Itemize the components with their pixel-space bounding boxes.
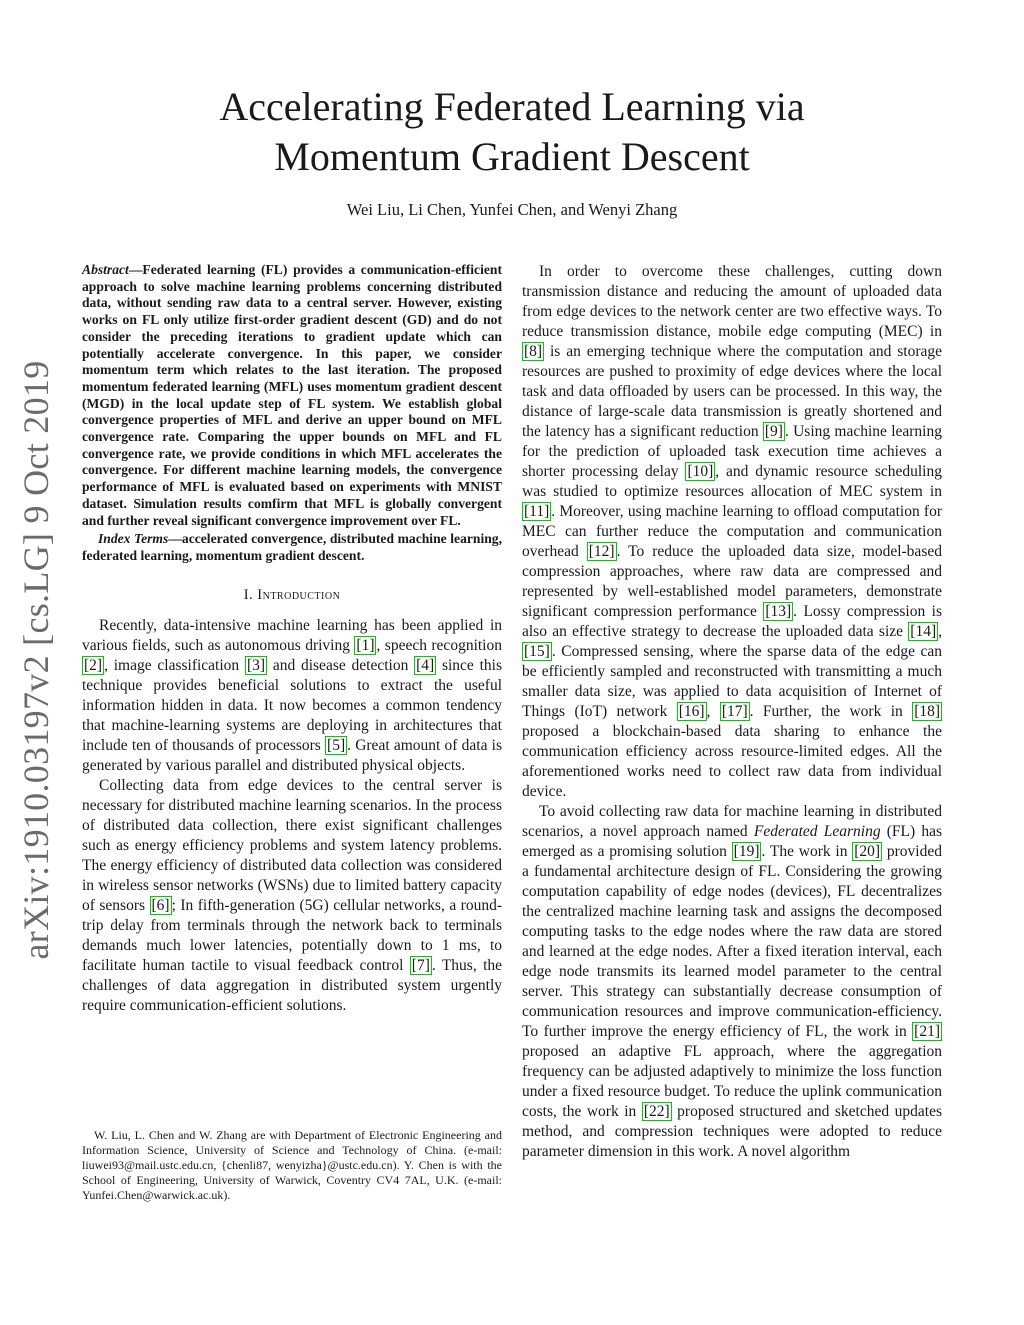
intro-paragraph-4: To avoid collecting raw data for machine learning in distributed scenarios, a novel approach named Federated Learning (FL) has emerged as a promising solution [19] . The work in [20] provided a fundamental architecture design of FL. Considering the growing computation capability of edge nodes (devices), FL decentralizes the centralized machine learning task and assigns the decomposed computing tasks to the edge nodes where the raw data are stored and learned at the edge nodes. After a fixed iteration interval, each edge node transmits its learned model parameter to the central server. This strategy can substantially decrease consumption of communication resources and improve communication-efficiency. To further improve the energy efficiency of FL, the work in [21] proposed an adaptive FL approach, where the aggregation frequency can be adjusted adaptively to minimize the loss function under a fixed resource budget. To reduce the uplink communication costs, the work in [22] proposed structured and sketched updates method, and compression techniques were adopted to reduce parameter dimension in this work. A novel algorithm [522,803,942,1160]
citation-link[interactable]: [21] [914,1023,940,1040]
intro-paragraph-1: Recently, data-intensive machine learning has been applied in various fields, such as autonomous driving [1] , speech recognition [2] , image classification [3] and disease detection [4] since this technique provides beneficial solutions to extract the useful information hidden in data. It now becomes a common tendency that machine-learning systems are deploying in architectures that include ten of thousands of processors [5] . Great amount of data is generated by various parallel and distributed physical objects. [82,616,503,774]
author-affiliation-footnote: W. Liu, L. Chen and W. Zhang are with Department of Electronic Engineering and Information Science, University of Science and Technology of China. (e-mail: liuwei93@mail.ustc.edu.cn, {chenli87, wenyizha}@ustc.edu.cn). Y. Chen is with the School of Engineering, University of Warwick, Coventry CV4 7AL, U.K. (e-mail: Yunfei.Chen@warwick.ac.uk). [82,1128,502,1202]
citation-link[interactable]: [8] [524,343,543,360]
citation-link[interactable]: [4] [416,656,435,674]
federated-learning-term: Federated Learning [753,823,881,840]
citation-link[interactable]: [22] [643,1103,670,1120]
citation-link[interactable]: [7] [411,956,430,974]
citation-link[interactable]: [20] [854,843,881,860]
citation-link[interactable]: [14] [910,623,937,640]
citation-link[interactable]: [3] [246,656,266,674]
citation-link[interactable]: [11] [524,503,550,520]
citation-link[interactable]: [16] [678,703,705,720]
abstract [82,262,502,529]
intro-paragraph-3: In order to overcome these challenges, cutting down transmission distance and reducing the amount of uploaded data from edge devices to the network center are two effective ways. To reduce transmission distance, mobile edge computing (MEC) in [8] is an emerging technique where the computation and storage resources are pushed to proximity of edge devices where the local task and data offloaded by users can be processed. In this way, the distance of large-scale data transmission is greatly shortened and the latency has a significant reduction [9] . Using machine learning for the prediction of uploaded task execution time achieves a shorter processing delay [10] , and dynamic resource scheduling was studied to optimize resources allocation of MEC system in [11] . Moreover, using machine learning to offload computation for MEC can further reduce the computation and communication overhead [12] . To reduce the uploaded data size, model-based compression approaches, where raw data are compressed and represented by well-established model parameters, demonstrate significant compression performance [13] . Lossy compression is also an effective strategy to decrease the uploaded data size [14] , [15] . Compressed sensing, where the sparse data of the edge can be efficiently sampled and reconstructed with transmitting a much smaller data size, was applied to data acquisition of Internet of Things (IoT) network [16] , [17] . Further, the work in [18] proposed a blockchain-based data sharing to enhance the communication efficiency across resource-limited edges. All the aforementioned works need to collect raw data from individual device. [522,263,942,800]
citation-link[interactable]: [15] [524,643,550,660]
citation-link[interactable]: [5] [327,736,346,754]
left-column [82,262,502,1016]
section-heading-introduction: I. Introduction [243,586,341,603]
citation-link[interactable]: [10] [687,463,714,480]
title-line-2: Momentum Gradient Descent [274,134,750,179]
intro-paragraph-2: Collecting data from edge devices to the central server is necessary for distributed machine learning scenarios. In the process of distributed data collection, there exist significant challenges such as energy efficiency problems and system latency problems. The energy efficiency of distributed data collection was considered in wireless sensor networks (WSNs) due to limited battery capacity of sensors [6] ; In fifth-generation (5G) cellular networks, a round-trip delay from terminals through the network back to terminals demands much lower latencies, potentially down to 1 ms, to facilitate human tactile to visual feedback control [7] . Thus, the challenges of data aggregation in distributed system urgently require communication-efficient solutions. [82,776,503,1014]
index-terms-label: Index Terms [98,531,169,547]
arxiv-identifier [16,360,56,960]
author-list: Wei Liu, Li Chen, Yunfei Chen, and Wenyi Zhang [346,200,678,219]
citation-link[interactable]: [1] [356,636,375,654]
citation-link[interactable]: [18] [914,703,941,720]
index-terms-text: —accelerated convergence, distributed machine learning, federated learning, momentum gradient descent. [82,531,502,563]
index-terms [82,531,502,564]
citation-link[interactable]: [19] [733,843,760,860]
abstract-label: Abstract [82,262,129,277]
citation-link[interactable]: [12] [588,543,615,560]
citation-link[interactable]: [17] [721,703,748,720]
citation-link[interactable]: [13] [765,603,792,620]
title-line-1: Accelerating Federated Learning via [219,84,805,129]
right-column [522,262,942,1162]
citation-link[interactable]: [2] [84,656,103,674]
citation-link[interactable]: [6] [151,896,170,914]
paper-title [0,82,1024,182]
citation-link[interactable]: [9] [764,423,783,440]
arxiv-identifier-text: arXiv:1910.03197v2 [cs.LG] 9 Oct 2019 [16,360,56,960]
abstract-text: —Federated learning (FL) provides a communication-efficient approach to solve machine learning problems concerning distributed data, without sending raw data to a central server. However, existing works on FL only utilize first-order gradient descent (GD) and do not consider the preceding iterations to gradient update which can potentially accelerate convergence. In this paper, we consider momentum term which relates to the last iteration. The proposed momentum federated learning (MFL) uses momentum gradient descent (MGD) in the local update step of FL system. We establish global convergence properties of MFL and derive an upper bound on MFL convergence rate. Comparing the upper bounds on MFL and FL convergence rate, we provide conditions in which MFL accelerates the convergence. For different machine learning models, the convergence performance of MFL is evaluated based on experiments with MNIST dataset. Simulation results comfirm that MFL is globally convergent and further reveal significant convergence improvement over FL. [82,262,502,528]
